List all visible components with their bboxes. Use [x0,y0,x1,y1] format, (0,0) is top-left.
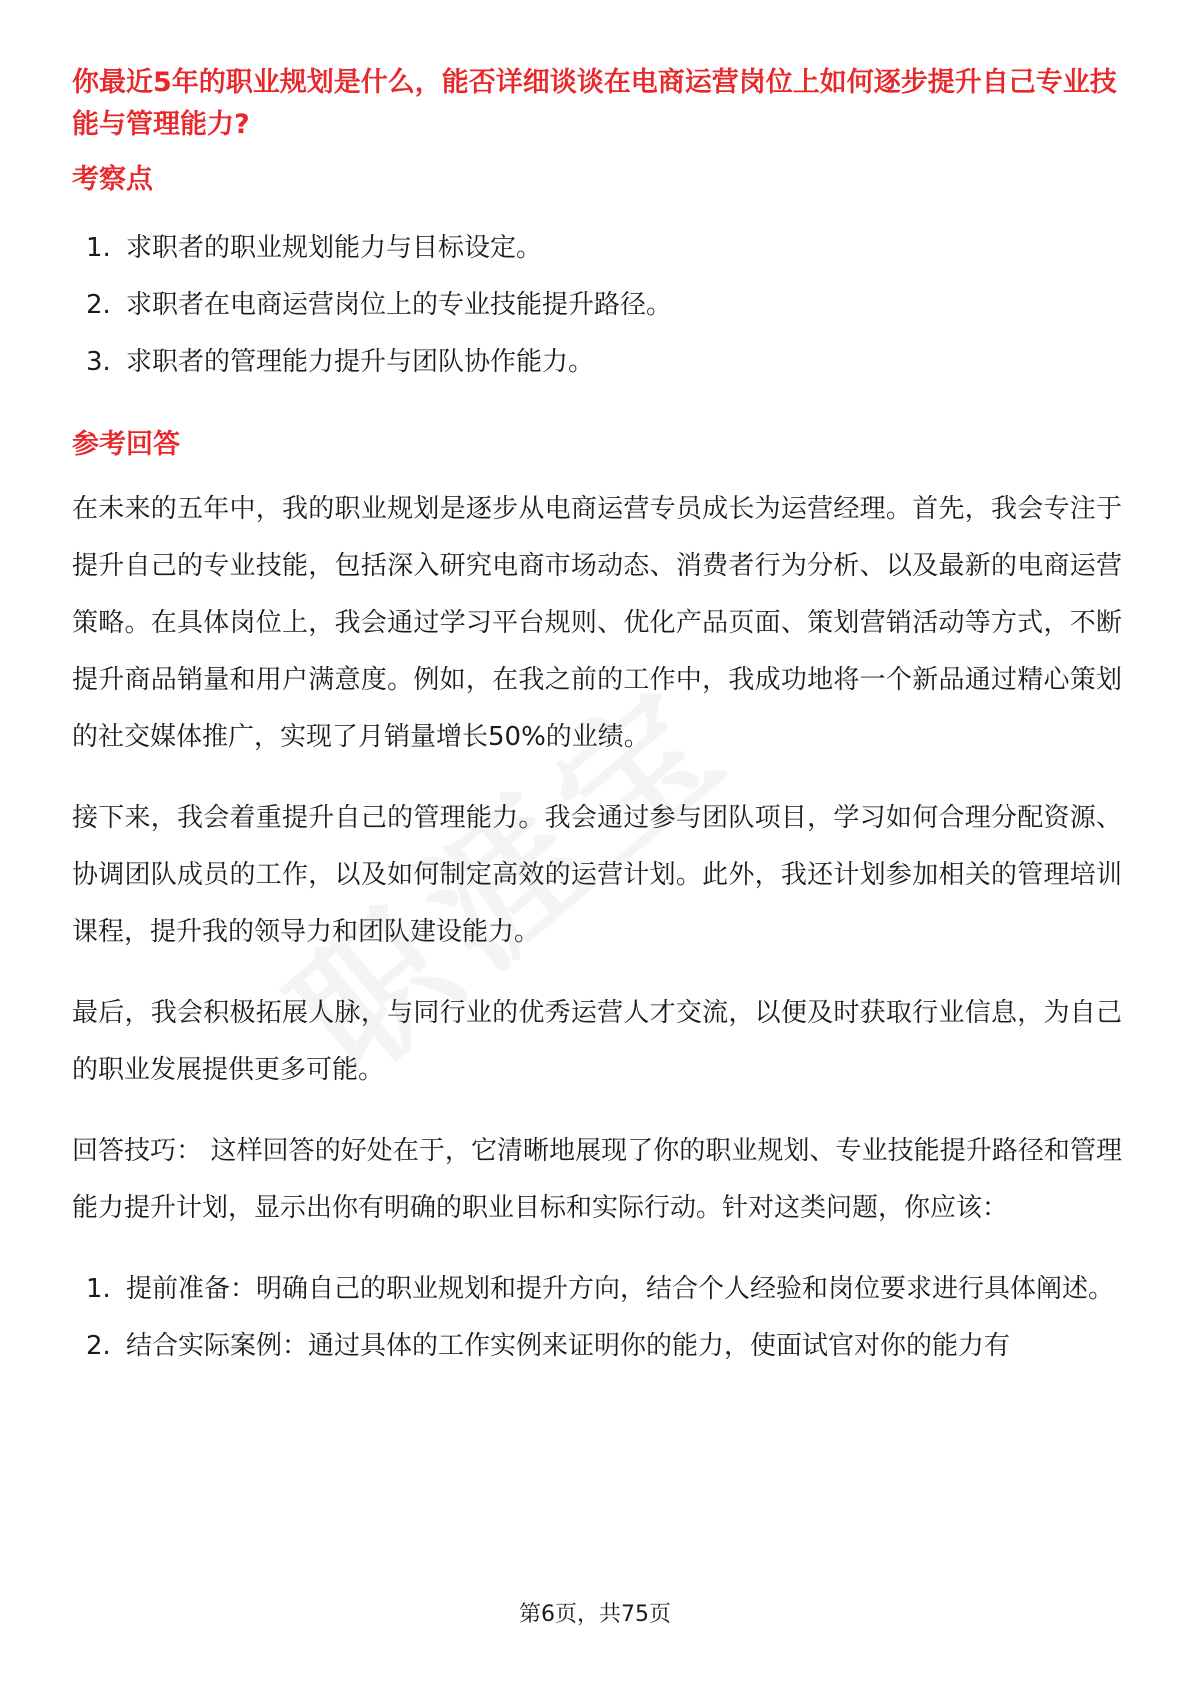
list-number: 3. [86,347,111,377]
list-number: 1. [86,233,111,263]
answer-paragraph: 接下来，我会着重提升自己的管理能力。我会通过参与团队项目，学习如何合理分配资源、协调团队成员的工作，以及如何制定高效的运营计划。此外，我还计划参加相关的管理培训课程，提升我的领导力和团队建设能力。 [72,803,1122,947]
answer-paragraph: 在未来的五年中，我的职业规划是逐步从电商运营专员成长为运营经理。首先，我会专注于提升自己的专业技能，包括深入研究电商市场动态、消费者行为分析、以及最新的电商运营策略。在具体岗位上，我会通过学习平台规则、优化产品页面、策划营销活动等方式，不断提升商品销量和用户满意度。例如，在我之前的工作中，我成功地将一个新品通过精心策划的社交媒体推广，实现了月销量增长50%的业绩。 [72,494,1122,752]
document-page [72,62,1122,1375]
list-number: 2. [86,1331,111,1361]
answer-title: 参考回答 [72,429,180,460]
list-item [72,334,1122,391]
question-heading: 你最近5年的职业规划是什么，能否详细谈谈在电商运营岗位上如何逐步提升自己专业技能与管理能力? [72,67,1117,140]
list-text: 求职者的职业规划能力与目标设定。 [126,233,543,263]
answer-tips-paragraph: 回答技巧： 这样回答的好处在于，它清晰地展现了你的职业规划、专业技能提升路径和管理能力提升计划，显示出你有明确的职业目标和实际行动。针对这类问题，你应该： [72,1136,1122,1223]
list-text: 提前准备：明确自己的职业规划和提升方向，结合个人经验和岗位要求进行具体阐述。 [126,1274,1115,1304]
list-text: 结合实际案例：通过具体的工作实例来证明你的能力，使面试官对你的能力有 [126,1331,1011,1361]
list-number: 2. [86,290,111,320]
list-item [72,220,1122,277]
exam-points-list [72,220,1122,391]
tips-list [72,1261,1122,1375]
list-number: 1. [86,1274,111,1304]
list-text: 求职者的管理能力提升与团队协作能力。 [126,347,595,377]
list-item [72,277,1122,334]
exam-points-title: 考察点 [72,164,153,195]
list-text: 求职者在电商运营岗位上的专业技能提升路径。 [126,290,673,320]
list-item [72,1318,1122,1375]
answer-paragraph: 最后，我会积极拓展人脉，与同行业的优秀运营人才交流，以便及时获取行业信息，为自己的职业发展提供更多可能。 [72,998,1122,1085]
list-item [72,1261,1122,1318]
page-footer: 第6页，共75页 [519,1602,671,1627]
